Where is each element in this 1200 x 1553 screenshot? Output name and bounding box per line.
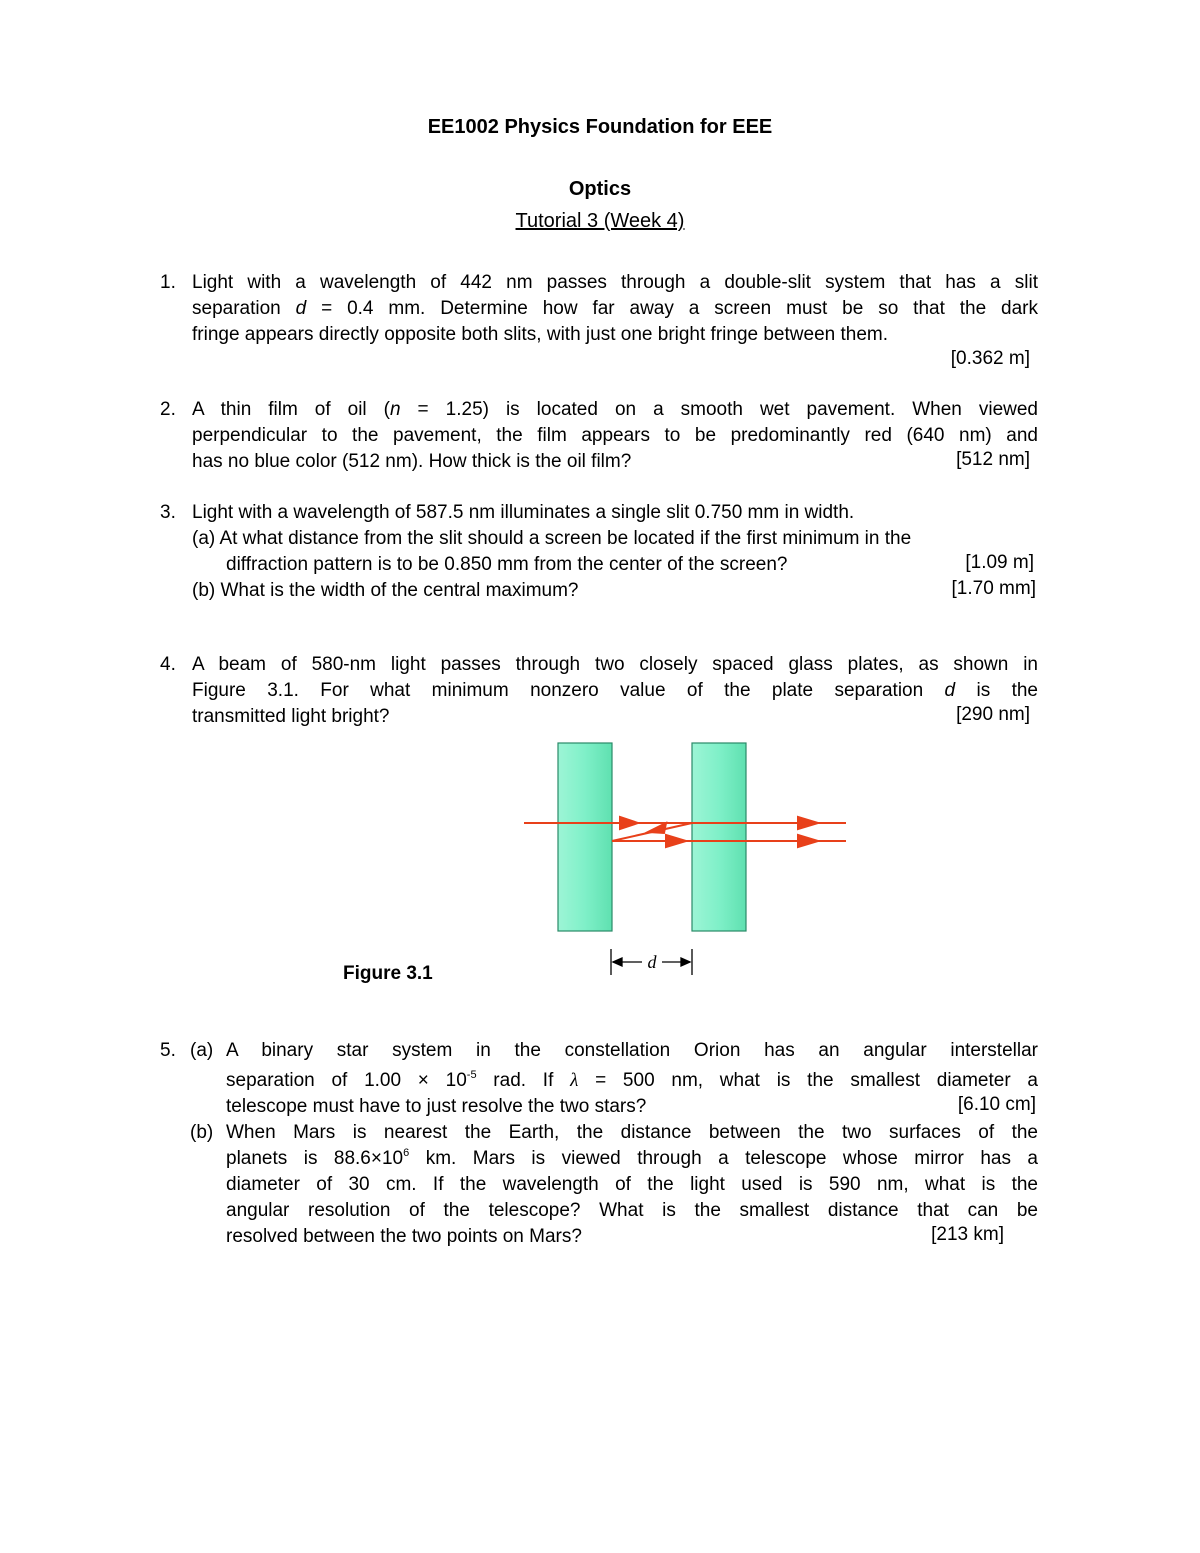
- q5-part-a-line2: separation of $1.00 \times 10^{-5}$ rad. If λ = 500 nm, what is the smallest diameter a: [226, 1069, 1038, 1091]
- tutorial-label: Tutorial 3 (Week 4): [515, 210, 685, 232]
- q5-part-b-line3: diameter of 30 cm. If the wavelength of the light used is 590 nm, what is the: [226, 1174, 1038, 1195]
- q1-var-d: d: [295, 298, 307, 319]
- q1-line3: fringe appears directly opposite both slits, with just one bright fringe between them.: [192, 324, 888, 345]
- q5-part-a-line3: telescope must have to just resolve the two stars?: [226, 1096, 647, 1117]
- arrow-gap-second: [666, 835, 686, 847]
- q3-line1: Light with a wavelength of 587.5 nm illuminates a single slit 0.750 mm in width.: [192, 502, 855, 523]
- q4-number: 4.: [160, 654, 176, 675]
- q4-line1: A beam of 580-nm light passes through two closely spaced glass plates, as shown in: [192, 654, 1038, 675]
- q3-part-a-line1: (a) At what distance from the slit should a screen be located if the first minimum in the: [192, 528, 912, 549]
- q2-line2: perpendicular to the pavement, the film appears to be predominantly red (640 nm) and: [192, 425, 1038, 446]
- q3-part-b: (b) What is the width of the central maximum?: [192, 580, 579, 601]
- lambda-symbol: λ: [570, 1070, 579, 1091]
- arrow-gap-back: [648, 823, 666, 833]
- q5-part-a-line1: A binary star system in the constellation Orion has an angular interstellar: [226, 1040, 1038, 1061]
- label-d: d: [647, 952, 657, 972]
- q3-part-a-line2: diffraction pattern is to be 0.850 mm from the center of the screen?: [226, 554, 788, 575]
- glass-plate-right: [692, 743, 746, 931]
- figure-glass-plates: [500, 735, 860, 985]
- q4-line2: Figure 3.1. For what minimum nonzero value of the plate separation d is the: [192, 680, 1038, 701]
- arrow-out-bottom: [798, 835, 818, 847]
- q5-part-b-label: (b): [190, 1122, 214, 1143]
- q5-part-b-line4: angular resolution of the telescope? What is the smallest distance that can be: [226, 1200, 1038, 1221]
- glass-plate-left: [558, 743, 612, 931]
- q3-number: 3.: [160, 502, 176, 523]
- q4-line3: transmitted light bright?: [192, 706, 390, 727]
- q5-part-b-answer: [213 km]: [931, 1224, 1004, 1245]
- q4-answer: [290 nm]: [956, 704, 1030, 725]
- q5-number: 5.: [160, 1040, 176, 1061]
- topic-title: Optics: [568, 178, 632, 200]
- q5-part-b-line1: When Mars is nearest the Earth, the distance between the two surfaces of the: [226, 1122, 1038, 1143]
- q1-number: 1.: [160, 272, 176, 293]
- figure-caption: Figure 3.1: [343, 963, 433, 984]
- q2-line3: has no blue color (512 nm). How thick is the oil film?: [192, 451, 632, 472]
- course-title: EE1002 Physics Foundation for EEE: [427, 116, 773, 138]
- q1-answer: [0.362 m]: [950, 348, 1030, 369]
- q3-part-b-answer: [1.70 mm]: [951, 578, 1036, 599]
- arrow-out-top: [798, 817, 818, 829]
- q5-part-a-label: (a): [190, 1040, 214, 1061]
- q1-line1: Light with a wavelength of 442 nm passes through a double-slit system that has a slit: [192, 272, 1038, 293]
- q2-number: 2.: [160, 399, 176, 420]
- q5-part-b-line2: planets is $88.6\times 10^6$ km. Mars is viewed through a telescope whose mirror has a: [226, 1147, 1038, 1169]
- q5-part-a-answer: [6.10 cm]: [957, 1094, 1036, 1115]
- arrow-gap-forward: [620, 817, 638, 829]
- q3-part-a-answer: [1.09 m]: [965, 552, 1034, 573]
- q2-var-n: n: [389, 399, 401, 420]
- tutorial-subtitle: [0, 210, 1200, 233]
- q2-line1: A thin film of oil (n = 1.25) is located on a smooth wet pavement. When viewed: [192, 399, 1038, 420]
- q2-answer: [512 nm]: [956, 449, 1030, 470]
- q4-var-d: d: [944, 680, 956, 701]
- q1-line2: separation d = 0.4 mm. Determine how far away a screen must be so that the dark: [192, 298, 1038, 319]
- q5-part-b-line5: resolved between the two points on Mars?: [226, 1226, 582, 1247]
